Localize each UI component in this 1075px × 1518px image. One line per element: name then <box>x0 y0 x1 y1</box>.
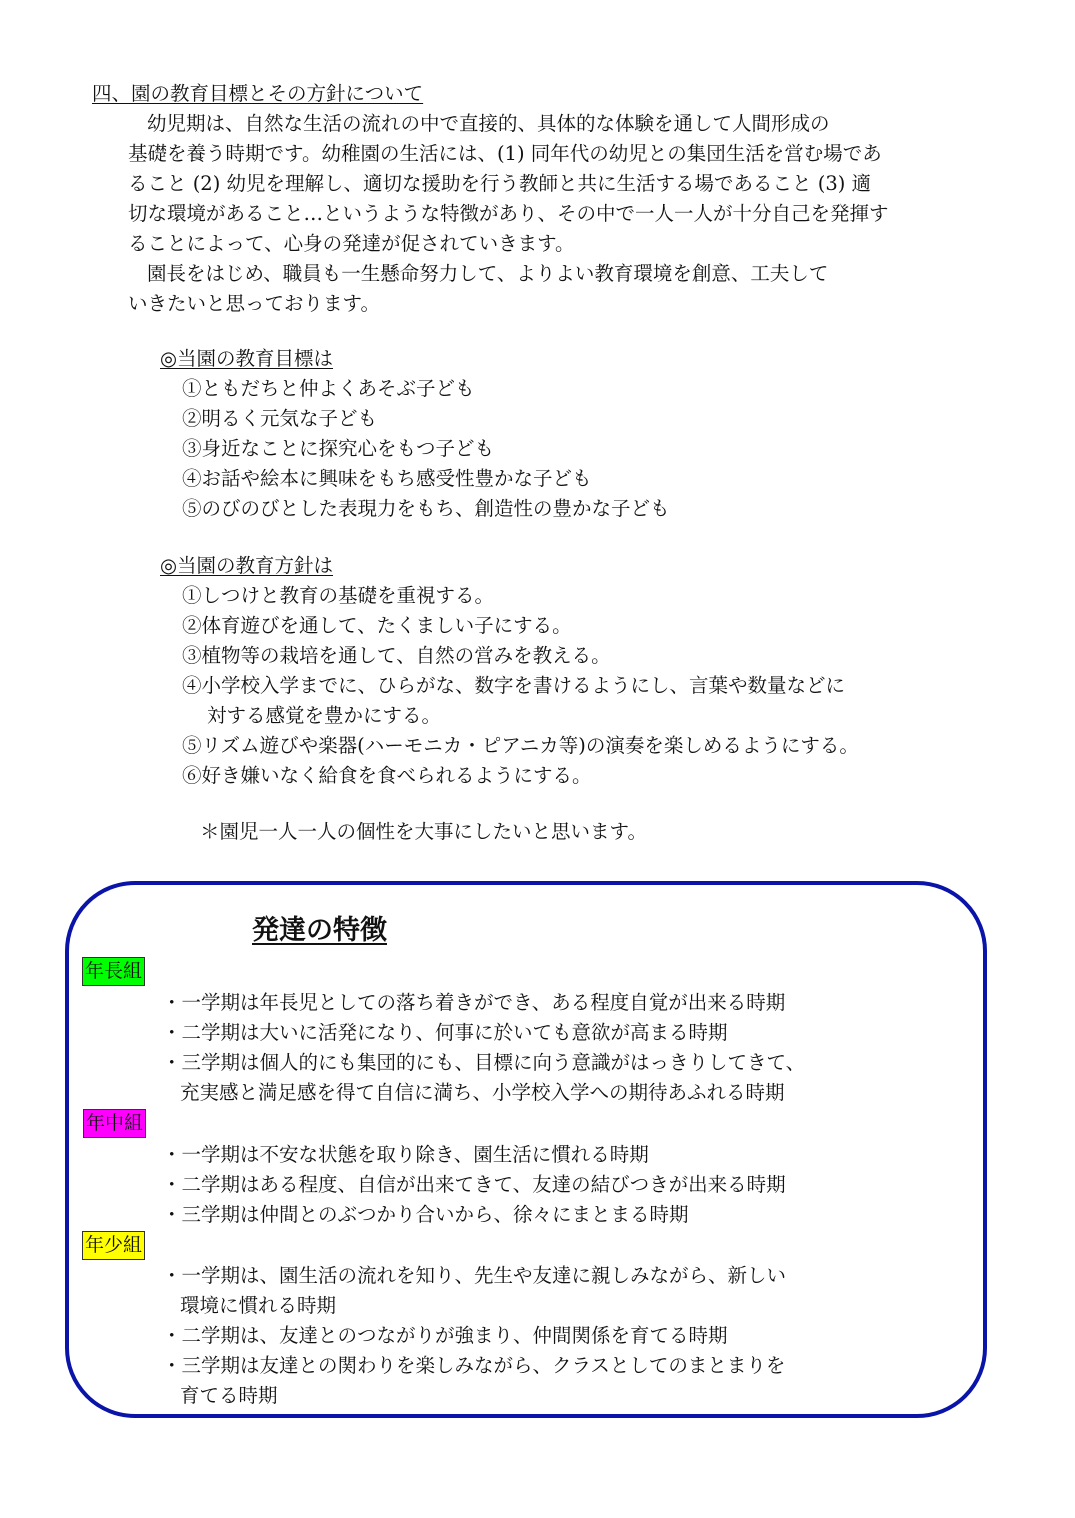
group-badge-nenchu: 年中組 <box>83 1109 146 1138</box>
feature-line: ・三学期は個人的にも集団的にも、目標に向う意識がはっきりしてきて、 <box>162 1051 806 1074</box>
feature-line: 充実感と満足感を得て自信に満ち、小学校入学への期待あふれる時期 <box>180 1081 785 1104</box>
policy-note: ＊園児一人一人の個性を大事にしたいと思います。 <box>200 820 647 843</box>
policy-item: ⑤リズム遊びや楽器(ハーモニカ・ピアニカ等)の演奏を楽しめるようにする。 <box>182 734 859 757</box>
feature-line: ・二学期は大いに活発になり、何事に於いても意欲が高まる時期 <box>162 1021 728 1044</box>
goal-item: ①ともだちと仲よくあそぶ子ども <box>182 377 475 400</box>
goal-item: ③身近なことに探究心をもつ子ども <box>182 437 495 460</box>
goal-item: ⑤のびのびとした表現力をもち、創造性の豊かな子ども <box>182 497 670 520</box>
feature-line: ・三学期は仲間とのぶつかり合いから、徐々にまとまる時期 <box>162 1203 689 1226</box>
intro-line: 幼児期は、自然な生活の流れの中で直接的、具体的な体験を通して人間形成の <box>147 112 830 135</box>
policy-item: ④小学校入学までに、ひらがな、数字を書けるようにし、言葉や数量などに <box>182 674 846 697</box>
intro-line: 基礎を養う時期です。幼稚園の生活には、(1) 同年代の幼児との集団生活を営む場であ <box>128 142 882 165</box>
feature-line: 育てる時期 <box>180 1384 278 1407</box>
group-badge-nensho: 年少組 <box>82 1231 145 1260</box>
goal-item: ②明るく元気な子ども <box>182 407 378 430</box>
feature-line: ・二学期は、友達とのつながりが強まり、仲間関係を育てる時期 <box>162 1324 728 1347</box>
policy-item: ②体育遊びを通して、たくましい子にする。 <box>182 614 572 637</box>
feature-line: ・三学期は友達との関わりを楽しみながら、クラスとしてのまとまりを <box>162 1354 786 1377</box>
feature-line: ・一学期は、園生活の流れを知り、先生や友達に親しみながら、新しい <box>162 1264 787 1287</box>
policy-item: ⑥好き嫌いなく給食を食べられるようにする。 <box>182 764 592 787</box>
feature-line: ・二学期はある程度、自信が出来てきて、友達の結びつきが出来る時期 <box>162 1173 786 1196</box>
feature-line: ・一学期は年長児としての落ち着きができ、ある程度自覚が出来る時期 <box>162 991 786 1014</box>
feature-line: ・一学期は不安な状態を取り除き、園生活に慣れる時期 <box>162 1143 649 1166</box>
intro-line: いきたいと思っております。 <box>128 292 380 315</box>
goal-item: ④お話や絵本に興味をもち感受性豊かな子ども <box>182 467 592 490</box>
policy-item: ③植物等の栽培を通して、自然の営みを教える。 <box>182 644 611 667</box>
intro-line: ること (2) 幼児を理解し、適切な援助を行う教師と共に生活する場であること (3) 適 <box>128 172 872 195</box>
policy-heading: ◎当園の教育方針は <box>160 554 334 577</box>
intro-line: 切な環境があること…というような特徴があり、その中で一人一人が十分自己を発揮す <box>128 202 889 225</box>
intro-line: 園長をはじめ、職員も一生懸命努力して、よりよい教育環境を創意、工夫して <box>147 262 829 285</box>
policy-item: 対する感覚を豊かにする。 <box>207 704 442 727</box>
feature-line: 環境に慣れる時期 <box>180 1294 337 1317</box>
policy-item: ①しつけと教育の基礎を重視する。 <box>182 584 495 607</box>
group-badge-nencho: 年長組 <box>82 957 145 986</box>
features-title: 発達の特徴 <box>252 915 387 946</box>
goals-heading: ◎当園の教育目標は <box>160 347 334 370</box>
intro-line: ることによって、心身の発達が促されていきます。 <box>128 232 575 255</box>
section-title: 四、園の教育目標とその方針について <box>92 82 424 105</box>
